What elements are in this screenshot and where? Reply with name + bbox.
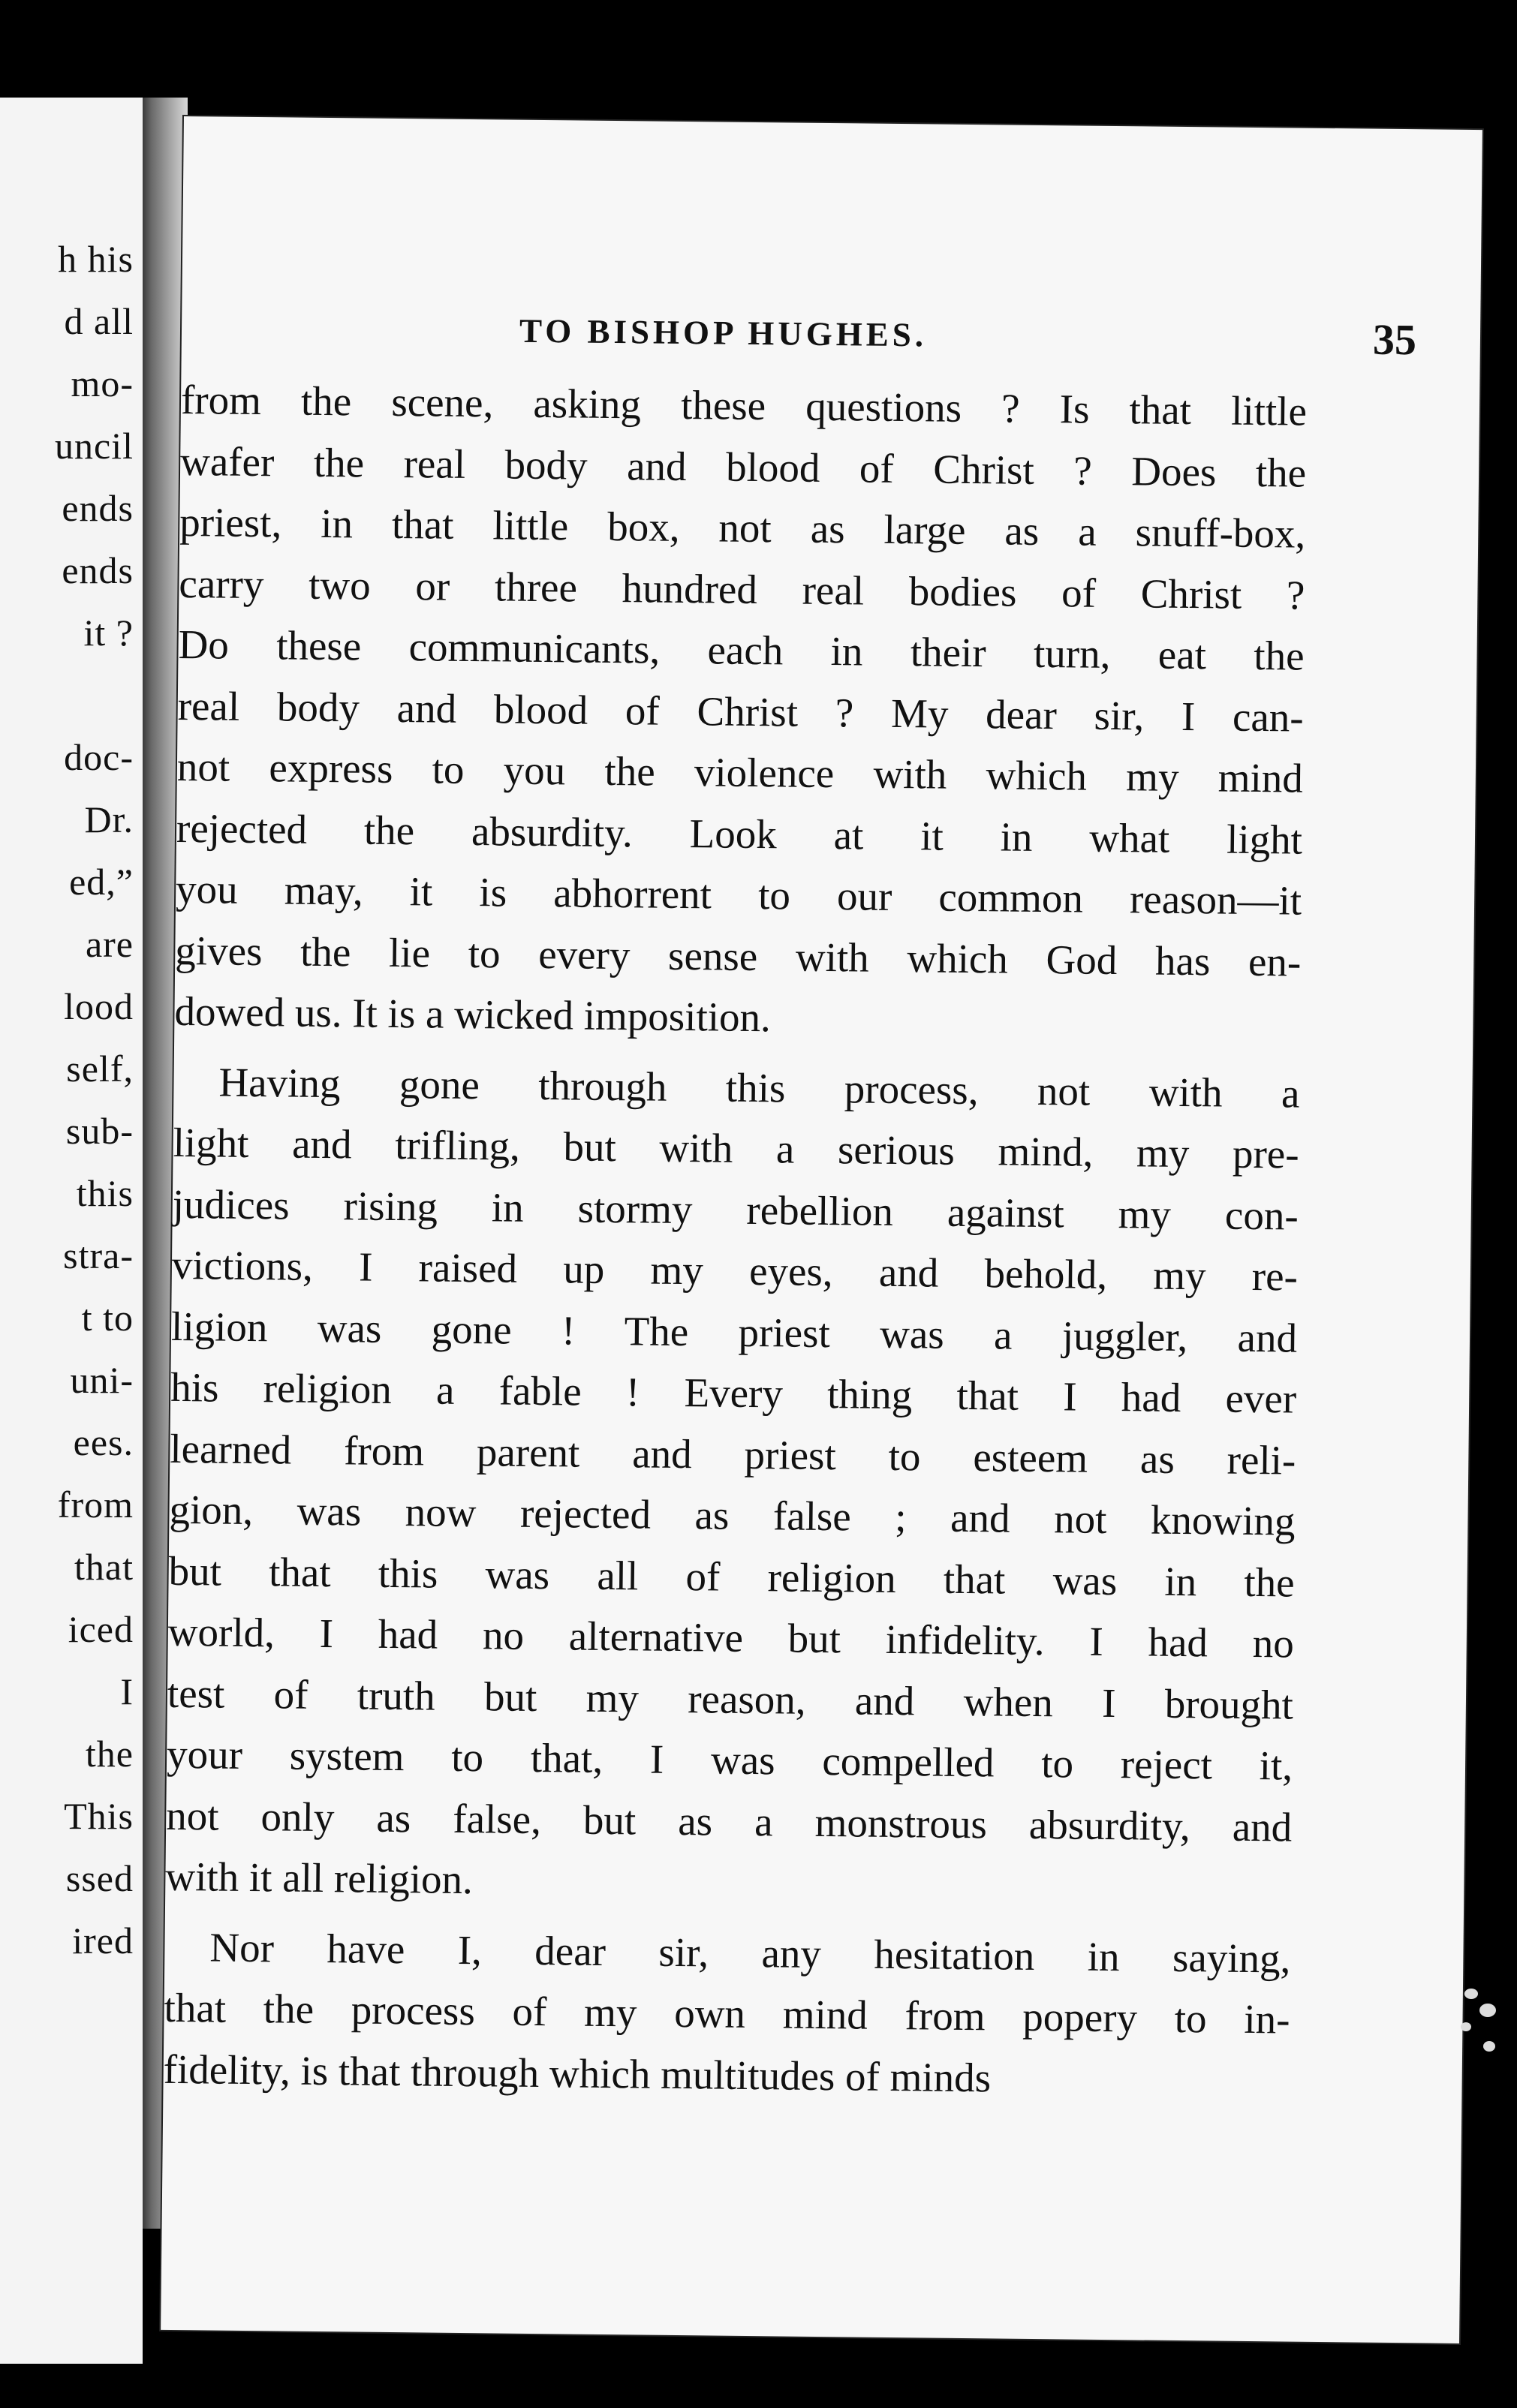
- text-line: dowed us. It is a wicked imposition.: [174, 988, 772, 1041]
- text-line: Having gone through this process, not with a: [218, 1059, 1300, 1117]
- text-line: test of truth but my reason, and when I brought: [167, 1670, 1294, 1728]
- left-page-fragment: it ?: [83, 612, 134, 654]
- text-line: that the process of my own mind from popery to in-: [164, 1984, 1290, 2043]
- page-number: 35: [1372, 314, 1417, 365]
- left-page-fragment: uncil: [55, 425, 134, 467]
- left-page-fragment: stra-: [63, 1234, 134, 1276]
- text-line: ligion was gone ! The priest was a juggler, and: [170, 1303, 1298, 1361]
- text-line: real body and blood of Christ ? My dear sir, I can-: [177, 682, 1305, 741]
- text-line: rejected the absurdity. Look at it in what light: [176, 804, 1303, 863]
- text-line: with it all religion.: [165, 1853, 474, 1903]
- text-line: gives the lie to every sense with which God has en-: [175, 927, 1302, 985]
- text-line: Do these communicants, each in their turn, eat the: [178, 621, 1305, 679]
- page-header: [182, 308, 1481, 374]
- text-line: judices rising in stormy rebellion against my con-: [172, 1180, 1299, 1239]
- left-page-fragment: doc-: [64, 736, 134, 778]
- text-line: fidelity, is that through which multitudes of minds: [163, 2046, 992, 2100]
- text-line: your system to that, I was compelled to reject it,: [166, 1730, 1293, 1789]
- text-line: you may, it is abhorrent to our common reason—it: [175, 865, 1302, 924]
- left-page-fragment: iced: [68, 1608, 134, 1650]
- text-line: learned from parent and priest to esteem as reli-: [170, 1425, 1296, 1484]
- text-line: not express to you the violence with which my mind: [176, 743, 1304, 801]
- left-page-fragment: d all: [64, 300, 134, 342]
- left-page-fragment: the: [85, 1733, 134, 1775]
- text-line: not only as false, but as a monstrous absurdity, and: [165, 1792, 1293, 1850]
- text-line: carry two or three hundred real bodies of Christ ?: [179, 560, 1305, 618]
- page-body: [163, 376, 1479, 2100]
- text-line: gion, was now rejected as false ; and not knowing: [169, 1486, 1296, 1544]
- text-line: his religion a fable ! Every thing that I had ever: [170, 1363, 1297, 1422]
- left-page-fragment: from: [57, 1484, 134, 1526]
- scan-noise: [1457, 1981, 1502, 2071]
- left-page-fragment: Dr.: [84, 798, 134, 840]
- left-page-fragment: This: [64, 1795, 134, 1837]
- text-line: world, I had no alternative but infidelity. I had no: [167, 1608, 1295, 1667]
- previous-page-edge: [0, 98, 143, 2364]
- left-page-fragment: ssed: [65, 1857, 134, 1899]
- text-line: Nor have I, dear sir, any hesitation in saying,: [209, 1923, 1291, 1982]
- book-page: [161, 116, 1482, 2343]
- text-line: priest, in that little box, not as large as a snuff-box,: [179, 498, 1306, 557]
- left-page-fragment: ends: [62, 549, 134, 591]
- text-line: light and trifling, but with a serious mind, my pre-: [173, 1119, 1299, 1177]
- left-page-fragment: ired: [72, 1919, 134, 1962]
- left-page-fragment: t to: [81, 1297, 134, 1339]
- left-page-fragment: sub-: [65, 1110, 134, 1152]
- left-page-fragment: this: [76, 1172, 134, 1214]
- left-page-fragment: I: [120, 1670, 134, 1712]
- left-page-fragment: ed,”: [69, 861, 134, 903]
- left-page-fragment: uni-: [70, 1359, 134, 1401]
- text-line: but that this was all of religion that was in the: [168, 1547, 1295, 1606]
- text-line: from the scene, asking these questions ? Is that little: [180, 376, 1308, 434]
- left-page-fragment: self,: [66, 1048, 134, 1090]
- text-line: wafer the real body and blood of Christ ? Does the: [179, 437, 1307, 496]
- left-page-fragment: are: [85, 923, 134, 965]
- left-page-fragment: that: [74, 1546, 134, 1588]
- left-page-fragment: ees.: [73, 1421, 134, 1463]
- text-line: victions, I raised up my eyes, and behold, my re-: [171, 1241, 1299, 1300]
- left-page-fragment: ends: [62, 487, 134, 529]
- running-head: TO BISHOP HUGHES.: [519, 311, 928, 354]
- left-page-fragment: lood: [64, 985, 134, 1027]
- left-page-fragment: mo-: [71, 362, 134, 404]
- left-page-fragment: h his: [58, 238, 134, 280]
